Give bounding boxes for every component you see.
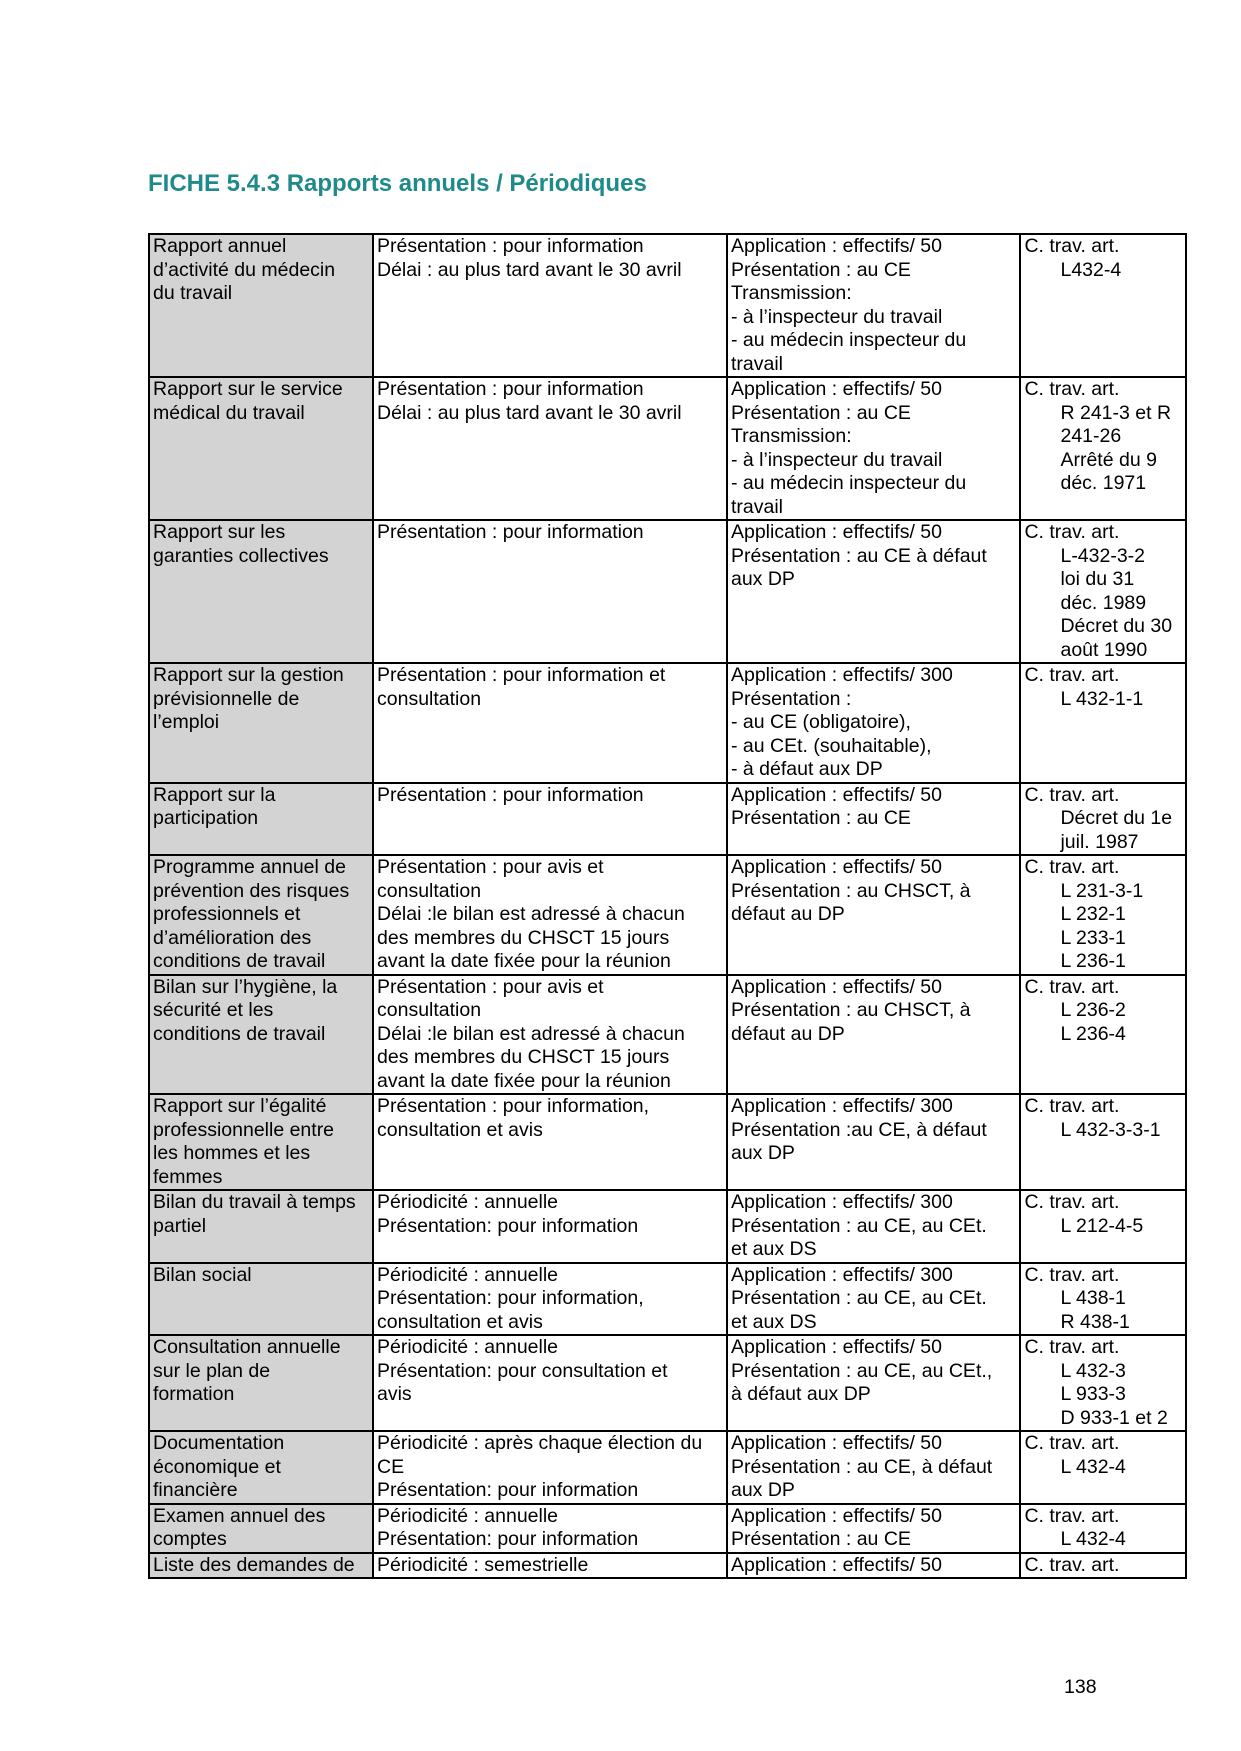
cell-line: C. trav. art. <box>1024 235 1120 257</box>
cell-line: C. trav. art. <box>1024 664 1120 686</box>
cell-line: prévisionnelle de <box>153 687 300 710</box>
cell-line: L 236-2 <box>1060 999 1126 1021</box>
application-cell <box>727 783 1021 856</box>
cell-line: Présentation : au CE à défaut <box>730 544 987 567</box>
cell-line: Consultation annuelle <box>153 1336 341 1358</box>
cell-line: L 236-1 <box>1060 950 1126 972</box>
report-name-cell <box>149 1094 373 1190</box>
table-row <box>149 377 1186 520</box>
cell-line: consultation <box>377 879 482 902</box>
cell-line: Application : effectifs/ 50 <box>730 1432 942 1454</box>
table-row <box>149 783 1186 856</box>
application-cell <box>727 663 1021 783</box>
table-row <box>149 1094 1186 1190</box>
cell-line: loi du 31 <box>1060 568 1135 590</box>
cell-line: Rapport sur les <box>153 521 286 543</box>
cell-line: Application : effectifs/ 50 <box>730 378 942 400</box>
cell-line: C. trav. art. <box>1024 1336 1120 1358</box>
cell-line: avis <box>377 1383 412 1405</box>
cell-line: L 432-4 <box>1060 1528 1126 1550</box>
cell-line: Décret du 30 <box>1060 615 1173 637</box>
cell-line: participation <box>153 807 259 829</box>
cell-line: l’emploi <box>153 711 220 733</box>
cell-line: Présentation : au CE, au CEt. <box>730 1214 987 1237</box>
presentation-cell <box>373 1431 727 1504</box>
cell-line: C. trav. art. <box>1024 856 1120 878</box>
cell-line: formation <box>153 1383 235 1405</box>
cell-line: Présentation : au CE <box>730 1528 911 1550</box>
cell-line: Liste des demandes de <box>153 1553 355 1576</box>
cell-line: Présentation : au CE, au CEt. <box>730 1287 987 1309</box>
cell-line: Présentation: pour consultation et <box>377 1359 668 1382</box>
cell-line: C. trav. art. <box>1024 378 1120 400</box>
report-name-cell <box>149 663 373 783</box>
cell-line: Application : effectifs/ 50 <box>730 235 942 257</box>
presentation-cell <box>373 1190 727 1263</box>
cell-line: d’amélioration des <box>153 926 312 949</box>
cell-line: Rapport sur le service <box>153 378 343 400</box>
cell-line: Présentation : au CE <box>730 807 911 829</box>
cell-line: Présentation : au CHSCT, à <box>730 999 971 1021</box>
application-cell <box>727 1190 1021 1263</box>
cell-line: comptes <box>153 1528 227 1550</box>
cell-line: Présentation : pour information et <box>377 664 666 686</box>
cell-line: 241-26 <box>1060 425 1122 447</box>
cell-line: économique et <box>153 1455 281 1478</box>
cell-line: les hommes et les <box>153 1142 311 1164</box>
report-name-cell <box>149 520 373 663</box>
cell-line: Périodicité : semestrielle <box>377 1553 589 1576</box>
report-name-cell <box>149 855 373 975</box>
cell-line: Application : effectifs/ 300 <box>730 664 953 686</box>
cell-line: Application : effectifs/ 300 <box>730 1095 953 1117</box>
cell-line: médical du travail <box>153 401 305 424</box>
cell-line: conditions de travail <box>153 950 326 972</box>
cell-line: L 236-4 <box>1060 1022 1126 1045</box>
cell-line: C. trav. art. <box>1024 975 1120 998</box>
report-name-cell <box>149 1553 373 1579</box>
cell-line: Décret du 1e <box>1060 807 1173 829</box>
legal-reference-cell <box>1020 520 1186 663</box>
table-row <box>149 663 1186 783</box>
legal-reference-cell <box>1020 1553 1186 1579</box>
cell-line: Transmission: <box>730 425 852 447</box>
report-name-cell <box>149 1431 373 1504</box>
cell-line: Application : effectifs/ 300 <box>730 1263 953 1286</box>
table-row <box>149 1335 1186 1431</box>
cell-line: Application : effectifs/ 50 <box>730 521 942 543</box>
cell-line: Application : effectifs/ 50 <box>730 1553 942 1576</box>
cell-line: avant la date fixée pour la réunion <box>377 1069 671 1092</box>
cell-line: juil. 1987 <box>1060 830 1139 853</box>
presentation-cell <box>373 1504 727 1553</box>
table-row <box>149 1431 1186 1504</box>
legal-reference-cell <box>1020 855 1186 975</box>
cell-line: consultation <box>377 999 482 1021</box>
cell-line: Présentation: pour information, <box>377 1287 644 1309</box>
presentation-cell <box>373 855 727 975</box>
cell-line: C. trav. art. <box>1024 521 1120 543</box>
table-row <box>149 975 1186 1095</box>
application-cell <box>727 855 1021 975</box>
cell-line: - à l’inspecteur du travail <box>730 448 943 471</box>
cell-line: Périodicité : après chaque élection du <box>377 1432 703 1454</box>
cell-line: Rapport annuel <box>153 235 287 257</box>
cell-line: août 1990 <box>1060 638 1148 661</box>
cell-line: C. trav. art. <box>1024 1191 1120 1213</box>
legal-reference-cell <box>1020 975 1186 1095</box>
cell-line: d’activité du médecin <box>153 258 336 281</box>
cell-line: Rapport sur la gestion <box>153 664 344 686</box>
cell-line: travail <box>730 495 783 518</box>
cell-line: Présentation: pour information <box>377 1479 639 1501</box>
cell-line: - au CEt. (souhaitable), <box>730 734 932 757</box>
cell-line: - au médecin inspecteur du <box>730 329 967 351</box>
table-row <box>149 1553 1186 1579</box>
report-name-cell <box>149 377 373 520</box>
cell-line: déc. 1971 <box>1060 472 1147 494</box>
legal-reference-cell <box>1020 1431 1186 1504</box>
report-name-cell <box>149 1263 373 1336</box>
legal-reference-cell <box>1020 1094 1186 1190</box>
cell-line: CE <box>377 1455 405 1478</box>
cell-line: Présentation : pour information <box>377 783 644 806</box>
application-cell <box>727 1335 1021 1431</box>
cell-line: Bilan sur l’hygiène, la <box>153 975 338 998</box>
cell-line: garanties collectives <box>153 544 329 567</box>
report-name-cell <box>149 1190 373 1263</box>
cell-line: aux DP <box>730 1479 795 1501</box>
cell-line: Application : effectifs/ 50 <box>730 1504 942 1527</box>
legal-reference-cell <box>1020 1335 1186 1431</box>
presentation-cell <box>373 1335 727 1431</box>
cell-line: femmes <box>153 1165 223 1188</box>
cell-line: Bilan social <box>153 1263 252 1286</box>
cell-line: Application : effectifs/ 50 <box>730 856 942 878</box>
cell-line: à défaut aux DP <box>730 1383 871 1405</box>
cell-line: Présentation : au CE, à défaut <box>730 1455 993 1478</box>
presentation-cell <box>373 975 727 1095</box>
legal-reference-cell <box>1020 1263 1186 1336</box>
cell-line: Rapport sur l’égalité <box>153 1095 327 1117</box>
application-cell <box>727 1553 1021 1579</box>
report-name-cell <box>149 975 373 1095</box>
cell-line: L432-4 <box>1060 258 1122 281</box>
cell-line: prévention des risques <box>153 879 350 902</box>
cell-line: défaut au DP <box>730 903 845 925</box>
cell-line: L 438-1 <box>1060 1287 1126 1309</box>
cell-line: aux DP <box>730 1142 795 1164</box>
report-name-cell <box>149 1335 373 1431</box>
application-cell <box>727 234 1021 377</box>
application-cell <box>727 1094 1021 1190</box>
cell-line: avant la date fixée pour la réunion <box>377 950 671 972</box>
cell-line: Application : effectifs/ 50 <box>730 975 942 998</box>
cell-line: Délai : au plus tard avant le 30 avril <box>377 401 682 424</box>
legal-reference-cell <box>1020 1190 1186 1263</box>
table-row <box>149 234 1186 377</box>
presentation-cell <box>373 377 727 520</box>
reports-table-body <box>149 234 1186 1578</box>
reports-table <box>148 233 1187 1579</box>
cell-line: Transmission: <box>730 282 852 304</box>
cell-line: C. trav. art. <box>1024 1095 1120 1117</box>
cell-line: Arrêté du 9 <box>1060 448 1157 471</box>
presentation-cell <box>373 234 727 377</box>
cell-line: C. trav. art. <box>1024 1263 1120 1286</box>
legal-reference-cell <box>1020 663 1186 783</box>
cell-line: Bilan du travail à temps <box>153 1191 356 1213</box>
cell-line: consultation et avis <box>377 1310 543 1333</box>
cell-line: Documentation <box>153 1432 285 1454</box>
cell-line: - à défaut aux DP <box>730 758 883 780</box>
cell-line: Délai : au plus tard avant le 30 avril <box>377 258 682 281</box>
presentation-cell <box>373 663 727 783</box>
cell-line: Examen annuel des <box>153 1504 326 1527</box>
cell-line: Délai :le bilan est adressé à chacun <box>377 903 685 925</box>
cell-line: C. trav. art. <box>1024 1432 1120 1454</box>
cell-line: Présentation : au CE, au CEt., <box>730 1359 993 1382</box>
cell-line: Présentation : <box>730 687 852 710</box>
table-row <box>149 1190 1186 1263</box>
cell-line: Présentation : au CE <box>730 401 911 424</box>
application-cell <box>727 1504 1021 1553</box>
cell-line: professionnelle entre <box>153 1118 335 1141</box>
presentation-cell <box>373 783 727 856</box>
cell-line: Présentation: pour information <box>377 1214 639 1237</box>
cell-line: Présentation : pour information <box>377 521 644 543</box>
cell-line: Présentation : pour information <box>377 378 644 400</box>
cell-line: R 241-3 et R <box>1060 401 1172 424</box>
cell-line: L 432-1-1 <box>1060 687 1144 710</box>
cell-line: L-432-3-2 <box>1060 544 1146 567</box>
cell-line: C. trav. art. <box>1024 783 1120 806</box>
cell-line: financière <box>153 1479 238 1501</box>
table-row <box>149 855 1186 975</box>
cell-line: Périodicité : annuelle <box>377 1191 559 1213</box>
cell-line: Présentation :au CE, à défaut <box>730 1118 987 1141</box>
cell-line: Présentation : pour avis et <box>377 856 604 878</box>
cell-line: L 432-4 <box>1060 1455 1126 1478</box>
cell-line: L 933-3 <box>1060 1383 1126 1405</box>
cell-line: conditions de travail <box>153 1022 326 1045</box>
cell-line: Présentation : au CHSCT, à <box>730 879 971 902</box>
table-row <box>149 1504 1186 1553</box>
application-cell <box>727 1431 1021 1504</box>
legal-reference-cell <box>1020 1504 1186 1553</box>
cell-line: - au médecin inspecteur du <box>730 472 967 494</box>
cell-line: Présentation : pour avis et <box>377 975 604 998</box>
cell-line: consultation <box>377 687 482 710</box>
cell-line: partiel <box>153 1214 207 1237</box>
cell-line: et aux DS <box>730 1310 817 1333</box>
cell-line: Périodicité : annuelle <box>377 1263 559 1286</box>
cell-line: Périodicité : annuelle <box>377 1504 559 1527</box>
report-name-cell <box>149 234 373 377</box>
cell-line: L 432-3-3-1 <box>1060 1118 1161 1141</box>
presentation-cell <box>373 1094 727 1190</box>
cell-line: défaut au DP <box>730 1022 845 1045</box>
cell-line: Présentation : au CE <box>730 258 911 281</box>
report-name-cell <box>149 1504 373 1553</box>
cell-line: et aux DS <box>730 1238 817 1260</box>
legal-reference-cell <box>1020 234 1186 377</box>
cell-line: sur le plan de <box>153 1359 271 1382</box>
table-row <box>149 1263 1186 1336</box>
cell-line: déc. 1989 <box>1060 591 1147 614</box>
presentation-cell <box>373 1553 727 1579</box>
cell-line: Application : effectifs/ 50 <box>730 783 942 806</box>
application-cell <box>727 1263 1021 1336</box>
cell-line: Périodicité : annuelle <box>377 1336 559 1358</box>
cell-line: C. trav. art. <box>1024 1553 1120 1576</box>
table-row <box>149 520 1186 663</box>
cell-line: sécurité et les <box>153 999 274 1021</box>
cell-line: C. trav. art. <box>1024 1504 1120 1527</box>
cell-line: - au CE (obligatoire), <box>730 711 911 733</box>
page-title: FICHE 5.4.3 Rapports annuels / Périodiques <box>148 170 647 197</box>
cell-line: Rapport sur la <box>153 783 276 806</box>
cell-line: Délai :le bilan est adressé à chacun <box>377 1022 685 1045</box>
cell-line: R 438-1 <box>1060 1310 1130 1333</box>
cell-line: Présentation : pour information <box>377 235 644 257</box>
cell-line: L 231-3-1 <box>1060 879 1144 902</box>
cell-line: L 212-4-5 <box>1060 1214 1144 1237</box>
legal-reference-cell <box>1020 783 1186 856</box>
cell-line: travail <box>730 352 783 375</box>
presentation-cell <box>373 520 727 663</box>
cell-line: consultation et avis <box>377 1118 543 1141</box>
application-cell <box>727 975 1021 1095</box>
cell-line: aux DP <box>730 568 795 590</box>
application-cell <box>727 520 1021 663</box>
cell-line: des membres du CHSCT 15 jours <box>377 1046 670 1068</box>
application-cell <box>727 377 1021 520</box>
cell-line: Application : effectifs/ 50 <box>730 1336 942 1358</box>
cell-line: L 432-3 <box>1060 1359 1126 1382</box>
cell-line: du travail <box>153 282 233 304</box>
page-number: 138 <box>1064 1676 1097 1698</box>
cell-line: des membres du CHSCT 15 jours <box>377 926 670 949</box>
cell-line: Présentation: pour information <box>377 1528 639 1550</box>
cell-line: D 933-1 et 2 <box>1060 1406 1168 1429</box>
cell-line: L 232-1 <box>1060 903 1126 925</box>
cell-line: Application : effectifs/ 300 <box>730 1191 953 1213</box>
cell-line: Présentation : pour information, <box>377 1095 650 1117</box>
cell-line: Programme annuel de <box>153 856 346 878</box>
cell-line: - à l’inspecteur du travail <box>730 305 943 328</box>
legal-reference-cell <box>1020 377 1186 520</box>
cell-line: L 233-1 <box>1060 926 1126 949</box>
report-name-cell <box>149 783 373 856</box>
cell-line: professionnels et <box>153 903 301 925</box>
presentation-cell <box>373 1263 727 1336</box>
